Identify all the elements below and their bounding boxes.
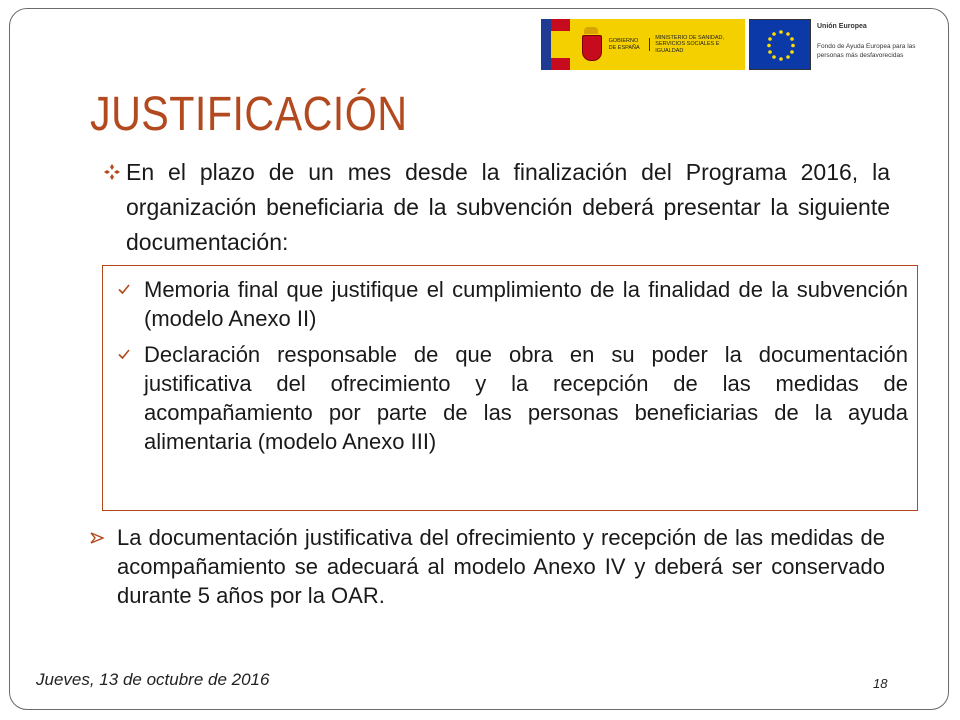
list-item-text: Memoria final que justifique el cumplimiento de la finalidad de la subvención (modelo Anexo II) xyxy=(144,277,908,331)
ministry-text: MINISTERIO DE SANIDAD, SERVICIOS SOCIALES E IGUALDAD xyxy=(655,34,725,54)
list-item xyxy=(118,275,908,333)
eu-subtitle: Fondo de Ayuda Europea para las personas más desfavorecidas xyxy=(817,43,916,59)
arrow-bullet-icon xyxy=(90,532,104,544)
footer-date: Jueves, 13 de octubre de 2016 xyxy=(36,670,270,689)
header-logos xyxy=(541,19,931,70)
eu-flag-icon xyxy=(749,19,811,70)
note-paragraph xyxy=(90,523,885,610)
spain-flag-icon xyxy=(541,19,570,70)
note-text: La documentación justificativa del ofrecimiento y recepción de las medidas de acompañamiento se adecuará al modelo Anexo IV y deberá ser conservado durante 5 años por la OAR. xyxy=(117,525,885,608)
list-item xyxy=(118,340,908,456)
check-icon xyxy=(118,283,130,295)
diamond-bullet-icon xyxy=(104,164,120,180)
eu-title: Unión Europea xyxy=(817,23,867,30)
coat-of-arms-icon xyxy=(576,25,603,65)
page-number: 18 xyxy=(873,676,888,691)
gov-text: GOBIERNO DE ESPAÑA xyxy=(609,38,651,51)
check-icon xyxy=(118,348,130,360)
intro-text: En el plazo de un mes desde la finalización del Programa 2016, la organización beneficiaria de la subvención deberá presentar la siguiente documentación: xyxy=(126,159,890,255)
spain-government-logo xyxy=(541,19,745,70)
list-item-text: Declaración responsable de que obra en su poder la documentación justificativa del ofrecimiento y la recepción de las medidas de acompañamiento por parte de las personas beneficiarias de la ayuda alimentaria (modelo Anexo III) xyxy=(144,342,908,454)
intro-paragraph xyxy=(104,155,890,260)
slide-title: JUSTIFICACIÓN xyxy=(90,88,408,141)
